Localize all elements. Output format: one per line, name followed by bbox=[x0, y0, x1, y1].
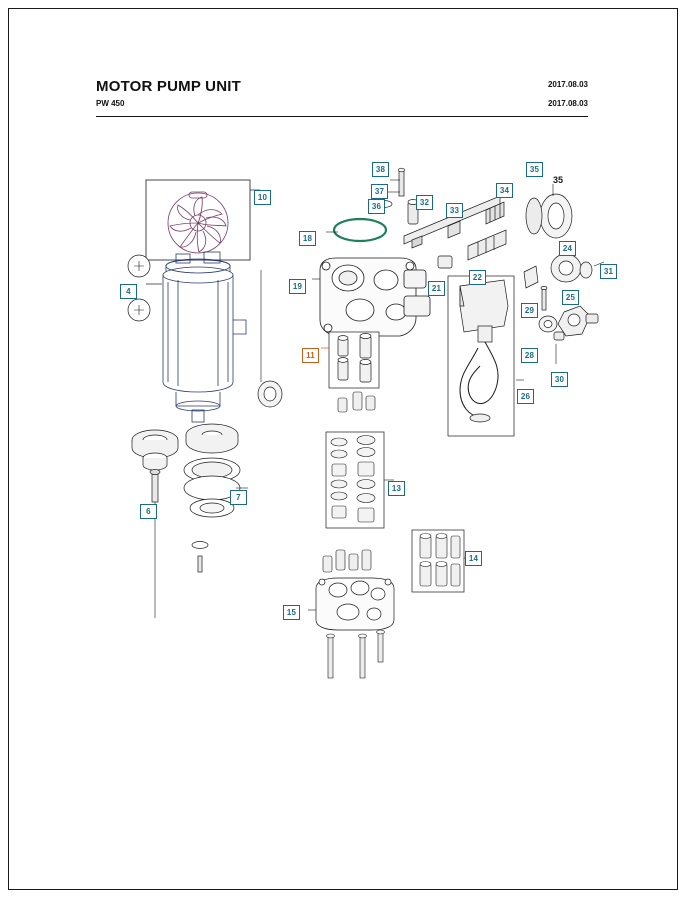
callout-33[interactable]: 33 bbox=[446, 203, 463, 218]
callout-7[interactable]: 7 bbox=[230, 490, 247, 505]
valve-cartridge-group bbox=[321, 332, 379, 412]
sheet-header bbox=[96, 78, 588, 112]
callout-36[interactable]: 36 bbox=[368, 199, 385, 214]
revision-date-bottom: 2017.08.03 bbox=[547, 99, 588, 108]
seal-kit-group bbox=[326, 432, 394, 528]
callout-22[interactable]: 22 bbox=[469, 270, 486, 285]
callout-18[interactable]: 18 bbox=[299, 231, 316, 246]
revision-date-top: 2017.08.03 bbox=[547, 80, 588, 89]
callout-35[interactable]: 35 bbox=[526, 162, 543, 177]
motor-body-group bbox=[163, 252, 246, 422]
o-ring-18 bbox=[326, 219, 386, 241]
callout-6[interactable]: 6 bbox=[140, 504, 157, 519]
callout-32[interactable]: 32 bbox=[416, 195, 433, 210]
callout-24[interactable]: 24 bbox=[559, 241, 576, 256]
model-label: PW 450 bbox=[96, 99, 125, 108]
callout-21[interactable]: 21 bbox=[428, 281, 445, 296]
callout-25[interactable]: 25 bbox=[562, 290, 579, 305]
plain-label-35: 35 bbox=[553, 175, 564, 185]
callout-19[interactable]: 19 bbox=[289, 279, 306, 294]
callout-4[interactable]: 4 bbox=[120, 284, 137, 299]
piston-set-group bbox=[412, 530, 472, 592]
callout-34[interactable]: 34 bbox=[496, 183, 513, 198]
callout-38[interactable]: 38 bbox=[372, 162, 389, 177]
header-divider bbox=[96, 116, 588, 117]
motor-end-cap bbox=[258, 270, 282, 407]
fan-assembly-group bbox=[146, 180, 260, 260]
callout-31[interactable]: 31 bbox=[600, 264, 617, 279]
callout-14[interactable]: 14 bbox=[465, 551, 482, 566]
pressure-switch-group bbox=[448, 276, 524, 436]
callout-13[interactable]: 13 bbox=[388, 481, 405, 496]
pump-housing-group bbox=[312, 258, 430, 336]
callout-29[interactable]: 29 bbox=[521, 303, 538, 318]
callout-10[interactable]: 10 bbox=[254, 190, 271, 205]
page-title: MOTOR PUMP UNIT bbox=[96, 78, 241, 95]
bearing-stack-group bbox=[132, 424, 248, 618]
callout-30[interactable]: 30 bbox=[551, 372, 568, 387]
callout-28[interactable]: 28 bbox=[521, 348, 538, 363]
callout-11[interactable]: 11 bbox=[302, 348, 319, 363]
manifold-plate-group bbox=[308, 550, 394, 678]
exploded-view-diagram bbox=[8, 120, 678, 720]
callout-15[interactable]: 15 bbox=[283, 605, 300, 620]
callout-37[interactable]: 37 bbox=[371, 184, 388, 199]
callout-26[interactable]: 26 bbox=[517, 389, 534, 404]
